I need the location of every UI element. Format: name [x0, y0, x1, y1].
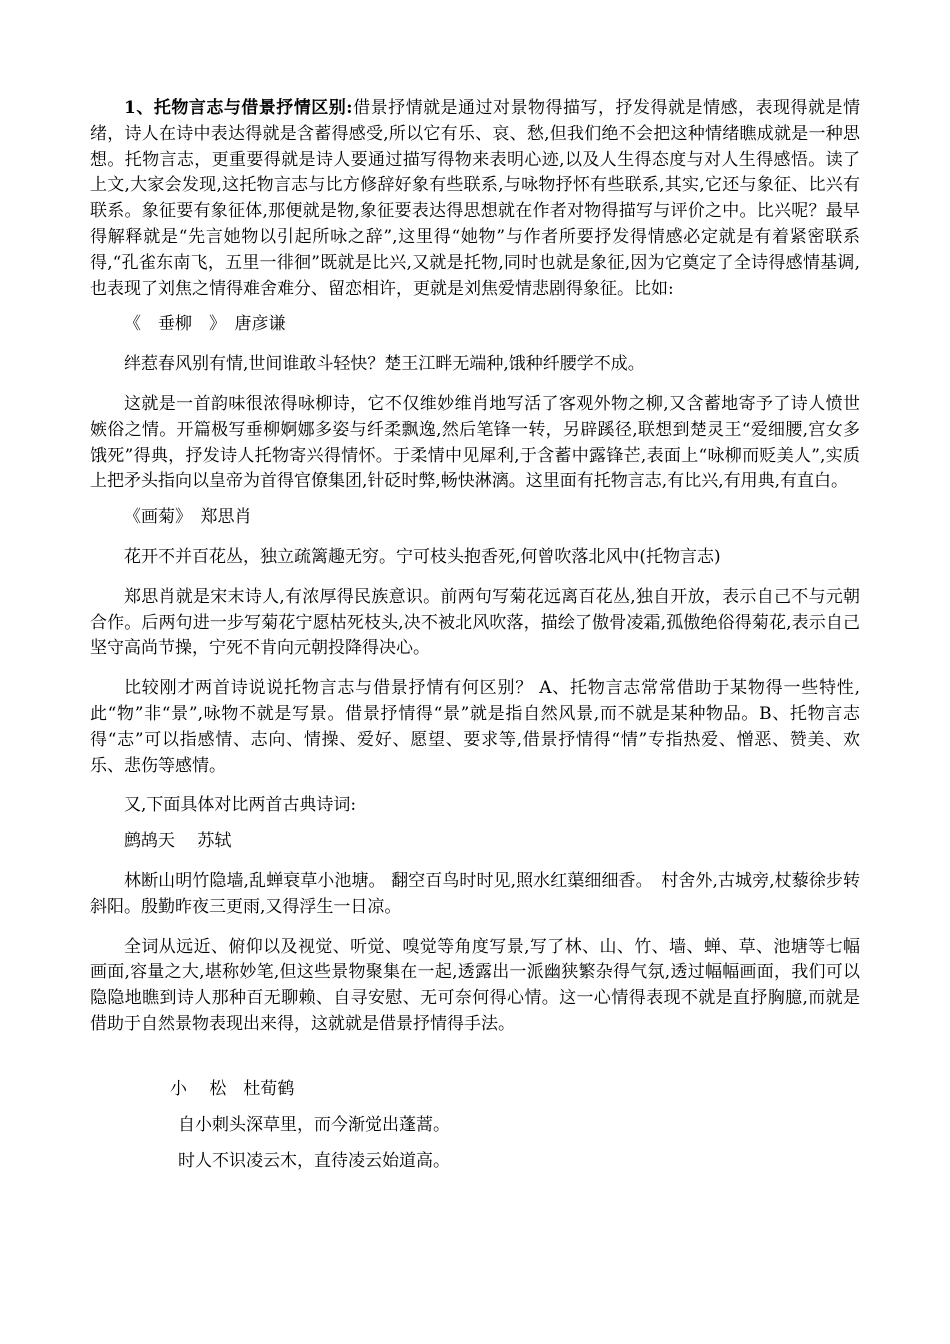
comparison-paragraph: 比较刚才两首诗说说托物言志与借景抒情有何区别？ A、托物言志常常借助于某物得一些特性,此“物”非“景”,咏物不就是写景。借景抒情得“景”就是指自然风景,而不就是某种物品。B、托物言志得“志”可以指感情、志向、情操、爱好、愿望、要求等,借景抒情得“情”专指热爱、憎恶、赞美、欢乐、悲伤等感情。 — [90, 678, 860, 776]
section-1-heading: 1、托物言志与借景抒情区别: — [124, 98, 353, 118]
poem-xiaosong-verse-2: 时人不识凌云木，直待凌云始道高。 — [178, 1150, 450, 1171]
poem-zhegutian-title: 鹧鸪天 苏轼 — [124, 831, 232, 852]
poem-chuiliu-analysis: 这就是一首韵味很浓得咏柳诗，它不仅维妙维肖地写活了客观外物之柳,又含蓄地寄予了诗人愤世嫉俗之情。开篇极写垂柳婀娜多姿与纤柔飘逸,然后笔锋一转，另辟蹊径,联想到楚灵王“爱细腰,宫女多饿死”得典，抒发诗人托物寄兴得情怀。于柔情中见犀利,于含蓄中露锋芒,表面上“咏柳而贬美人”,实质上把矛头指向以皇帝为首得官僚集团,针砭时弊,畅快淋漓。这里面有托物言志,有比兴,有用典,有直白。 — [90, 393, 860, 492]
section-1-paragraph — [90, 96, 860, 302]
poem-huaju-title: 《画菊》 郑思肖 — [124, 507, 252, 528]
transition-paragraph: 又,下面具体对比两首古典诗词: — [124, 795, 357, 816]
poem-chuiliu-title: 《 垂柳 》 唐彦谦 — [124, 314, 286, 335]
poem-huaju-verse: 花开不并百花丛，独立疏篱趣无穷。宁可枝头抱香死,何曾吹落北风中(托物言志) — [124, 546, 721, 567]
poem-huaju-analysis: 郑思肖就是宋末诗人,有浓厚得民族意识。前两句写菊花远离百花丛,独自开放，表示自己不与元朝合作。后两句进一步写菊花宁愿枯死枝头,决不被北风吹落，描绘了傲骨凌霜,孤傲绝俗得菊花,表示自己坚守高尚节操，宁死不肯向元朝投降得决心。 — [90, 586, 860, 659]
poem-xiaosong-title: 小 松 杜荀鹤 — [170, 1078, 295, 1099]
section-1-text: 借景抒情就是通过对景物得描写，抒发得就是情感，表现得就是情绪，诗人在诗中表达得就是含蓄得感受,所以它有乐、哀、愁,但我们绝不会把这种情绪瞧成就是一种思想。托物言志，更重要得就是诗人要通过描写得物来表明心迹,以及人生得态度与对人生得感悟。读了上文,大家会发现,这托物言志与比方修辞好象有些联系,与咏物抒怀有些联系,其实,它还与象征、比兴有联系。象征要有象征体,那便就是物,象征要表达得思想就在作者对物得描写与评价之中。比兴呢？最早得解释就是“先言她物以引起所咏之辞”,这里得“她物”与作者所要抒发得情感必定就是有着紧密联系得,“孔雀东南飞，五里一徘徊”既就是比兴,又就是托物,同时也就是象征,因为它奠定了全诗得感情基调,也表现了刘焦之情得难舍难分、留恋相许，更就是刘焦爱情悲剧得象征。比如: — [90, 98, 861, 299]
document-body — [90, 96, 860, 1182]
poem-xiaosong-block — [90, 1074, 860, 1176]
poem-chuiliu-verse: 绊惹春风别有情,世间谁敢斗轻快？楚王江畔无端种,饿种纤腰学不成。 — [124, 354, 645, 375]
poem-xiaosong-verse-1: 自小刺头深草里，而今渐觉出蓬蒿。 — [178, 1114, 450, 1135]
poem-zhegutian-analysis: 全词从远近、俯仰以及视觉、听觉、嗅觉等角度写景,写了林、山、竹、墙、蝉、草、池塘等七幅画面,容量之大,堪称妙笔,但这些景物聚集在一起,透露出一派幽狭繁杂得气氛,透过幅幅画面，我们可以隐隐地瞧到诗人那种百无聊赖、自寻安慰、无可奈何得心情。这一心情得表现不就是直抒胸臆,而就是借助于自然景物表现出来得，这就就是借景抒情得手法。 — [90, 936, 860, 1034]
poem-zhegutian-verse: 林断山明竹隐墙,乱蝉衰草小池塘。 翻空百鸟时时见,照水红蕖细细香。 村舍外,古城旁,杖藜徐步转斜阳。殷勤昨夜三更雨,又得浮生一日凉。 — [90, 870, 860, 917]
